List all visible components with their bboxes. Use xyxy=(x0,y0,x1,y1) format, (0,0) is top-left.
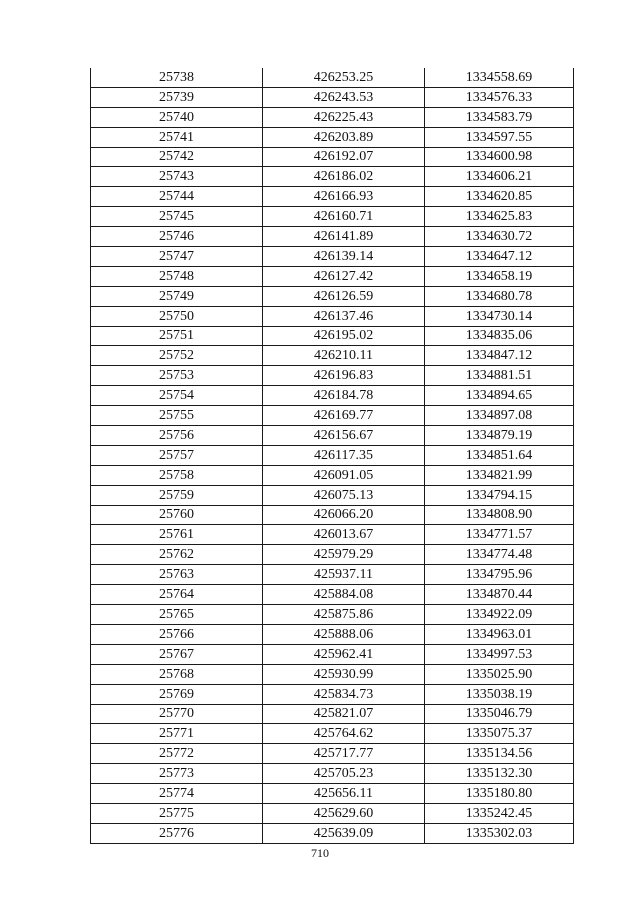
y-coordinate-cell: 1335242.45 xyxy=(425,803,574,823)
x-coordinate-cell: 426137.46 xyxy=(263,306,425,326)
point-number-cell: 25767 xyxy=(91,644,263,664)
x-coordinate-cell: 426160.71 xyxy=(263,207,425,227)
x-coordinate-cell: 425979.29 xyxy=(263,545,425,565)
coordinate-table-body xyxy=(91,68,574,843)
table-row xyxy=(91,406,574,426)
y-coordinate-cell: 1334597.55 xyxy=(425,127,574,147)
x-coordinate-cell: 426186.02 xyxy=(263,167,425,187)
y-coordinate-cell: 1334558.69 xyxy=(425,68,574,87)
table-row xyxy=(91,664,574,684)
point-number-cell: 25740 xyxy=(91,107,263,127)
coordinate-table xyxy=(90,68,574,844)
point-number-cell: 25756 xyxy=(91,426,263,446)
x-coordinate-cell: 426066.20 xyxy=(263,505,425,525)
x-coordinate-cell: 425888.06 xyxy=(263,624,425,644)
x-coordinate-cell: 426192.07 xyxy=(263,147,425,167)
table-row xyxy=(91,823,574,843)
point-number-cell: 25770 xyxy=(91,704,263,724)
point-number-cell: 25750 xyxy=(91,306,263,326)
table-row xyxy=(91,644,574,664)
x-coordinate-cell: 426139.14 xyxy=(263,247,425,267)
x-coordinate-cell: 426141.89 xyxy=(263,227,425,247)
table-row xyxy=(91,585,574,605)
x-coordinate-cell: 426075.13 xyxy=(263,485,425,505)
point-number-cell: 25743 xyxy=(91,167,263,187)
point-number-cell: 25758 xyxy=(91,465,263,485)
x-coordinate-cell: 425639.09 xyxy=(263,823,425,843)
point-number-cell: 25755 xyxy=(91,406,263,426)
x-coordinate-cell: 426091.05 xyxy=(263,465,425,485)
x-coordinate-cell: 425937.11 xyxy=(263,565,425,585)
x-coordinate-cell: 426195.02 xyxy=(263,326,425,346)
table-row xyxy=(91,107,574,127)
point-number-cell: 25747 xyxy=(91,247,263,267)
y-coordinate-cell: 1335134.56 xyxy=(425,744,574,764)
x-coordinate-cell: 426127.42 xyxy=(263,266,425,286)
x-coordinate-cell: 425717.77 xyxy=(263,744,425,764)
point-number-cell: 25745 xyxy=(91,207,263,227)
table-row xyxy=(91,545,574,565)
x-coordinate-cell: 426196.83 xyxy=(263,366,425,386)
point-number-cell: 25753 xyxy=(91,366,263,386)
point-number-cell: 25774 xyxy=(91,784,263,804)
table-row xyxy=(91,784,574,804)
x-coordinate-cell: 426184.78 xyxy=(263,386,425,406)
table-row xyxy=(91,68,574,87)
table-row xyxy=(91,525,574,545)
x-coordinate-cell: 426117.35 xyxy=(263,445,425,465)
point-number-cell: 25742 xyxy=(91,147,263,167)
x-coordinate-cell: 425705.23 xyxy=(263,764,425,784)
x-coordinate-cell: 426013.67 xyxy=(263,525,425,545)
y-coordinate-cell: 1334658.19 xyxy=(425,266,574,286)
x-coordinate-cell: 425930.99 xyxy=(263,664,425,684)
y-coordinate-cell: 1334847.12 xyxy=(425,346,574,366)
point-number-cell: 25751 xyxy=(91,326,263,346)
x-coordinate-cell: 426166.93 xyxy=(263,187,425,207)
point-number-cell: 25762 xyxy=(91,545,263,565)
point-number-cell: 25776 xyxy=(91,823,263,843)
page-number: 710 xyxy=(311,846,329,860)
y-coordinate-cell: 1334576.33 xyxy=(425,87,574,107)
point-number-cell: 25749 xyxy=(91,286,263,306)
y-coordinate-cell: 1334620.85 xyxy=(425,187,574,207)
table-row xyxy=(91,87,574,107)
point-number-cell: 25741 xyxy=(91,127,263,147)
table-row xyxy=(91,187,574,207)
point-number-cell: 25765 xyxy=(91,605,263,625)
table-row xyxy=(91,207,574,227)
y-coordinate-cell: 1334851.64 xyxy=(425,445,574,465)
y-coordinate-cell: 1334583.79 xyxy=(425,107,574,127)
y-coordinate-cell: 1334894.65 xyxy=(425,386,574,406)
x-coordinate-cell: 426126.59 xyxy=(263,286,425,306)
y-coordinate-cell: 1334680.78 xyxy=(425,286,574,306)
y-coordinate-cell: 1335038.19 xyxy=(425,684,574,704)
table-row xyxy=(91,803,574,823)
table-row xyxy=(91,366,574,386)
y-coordinate-cell: 1334997.53 xyxy=(425,644,574,664)
x-coordinate-cell: 425875.86 xyxy=(263,605,425,625)
table-row xyxy=(91,346,574,366)
y-coordinate-cell: 1334922.09 xyxy=(425,605,574,625)
x-coordinate-cell: 425821.07 xyxy=(263,704,425,724)
table-row xyxy=(91,247,574,267)
y-coordinate-cell: 1334870.44 xyxy=(425,585,574,605)
y-coordinate-cell: 1334795.96 xyxy=(425,565,574,585)
table-row xyxy=(91,326,574,346)
point-number-cell: 25752 xyxy=(91,346,263,366)
y-coordinate-cell: 1334821.99 xyxy=(425,465,574,485)
x-coordinate-cell: 426243.53 xyxy=(263,87,425,107)
y-coordinate-cell: 1334625.83 xyxy=(425,207,574,227)
table-row xyxy=(91,127,574,147)
point-number-cell: 25761 xyxy=(91,525,263,545)
y-coordinate-cell: 1335180.80 xyxy=(425,784,574,804)
point-number-cell: 25746 xyxy=(91,227,263,247)
y-coordinate-cell: 1335025.90 xyxy=(425,664,574,684)
y-coordinate-cell: 1334774.48 xyxy=(425,545,574,565)
y-coordinate-cell: 1335046.79 xyxy=(425,704,574,724)
table-row xyxy=(91,147,574,167)
x-coordinate-cell: 426169.77 xyxy=(263,406,425,426)
table-row xyxy=(91,445,574,465)
table-row xyxy=(91,386,574,406)
y-coordinate-cell: 1334647.12 xyxy=(425,247,574,267)
y-coordinate-cell: 1335132.30 xyxy=(425,764,574,784)
point-number-cell: 25775 xyxy=(91,803,263,823)
y-coordinate-cell: 1334600.98 xyxy=(425,147,574,167)
table-row xyxy=(91,724,574,744)
table-row xyxy=(91,764,574,784)
point-number-cell: 25768 xyxy=(91,664,263,684)
y-coordinate-cell: 1334881.51 xyxy=(425,366,574,386)
point-number-cell: 25744 xyxy=(91,187,263,207)
table-row xyxy=(91,167,574,187)
x-coordinate-cell: 425962.41 xyxy=(263,644,425,664)
y-coordinate-cell: 1335302.03 xyxy=(425,823,574,843)
y-coordinate-cell: 1334771.57 xyxy=(425,525,574,545)
table-row xyxy=(91,605,574,625)
x-coordinate-cell: 425629.60 xyxy=(263,803,425,823)
point-number-cell: 25754 xyxy=(91,386,263,406)
x-coordinate-cell: 425884.08 xyxy=(263,585,425,605)
table-row xyxy=(91,624,574,644)
x-coordinate-cell: 426225.43 xyxy=(263,107,425,127)
point-number-cell: 25772 xyxy=(91,744,263,764)
x-coordinate-cell: 425656.11 xyxy=(263,784,425,804)
x-coordinate-cell: 426210.11 xyxy=(263,346,425,366)
table-row xyxy=(91,684,574,704)
point-number-cell: 25757 xyxy=(91,445,263,465)
x-coordinate-cell: 426253.25 xyxy=(263,68,425,87)
point-number-cell: 25769 xyxy=(91,684,263,704)
y-coordinate-cell: 1334808.90 xyxy=(425,505,574,525)
table-row xyxy=(91,266,574,286)
point-number-cell: 25763 xyxy=(91,565,263,585)
table-row xyxy=(91,465,574,485)
table-row xyxy=(91,744,574,764)
table-row xyxy=(91,565,574,585)
table-row xyxy=(91,227,574,247)
x-coordinate-cell: 425764.62 xyxy=(263,724,425,744)
table-row xyxy=(91,485,574,505)
table-row xyxy=(91,505,574,525)
point-number-cell: 25766 xyxy=(91,624,263,644)
y-coordinate-cell: 1334794.15 xyxy=(425,485,574,505)
y-coordinate-cell: 1334835.06 xyxy=(425,326,574,346)
y-coordinate-cell: 1334730.14 xyxy=(425,306,574,326)
y-coordinate-cell: 1334630.72 xyxy=(425,227,574,247)
x-coordinate-cell: 425834.73 xyxy=(263,684,425,704)
point-number-cell: 25739 xyxy=(91,87,263,107)
y-coordinate-cell: 1334606.21 xyxy=(425,167,574,187)
point-number-cell: 25759 xyxy=(91,485,263,505)
point-number-cell: 25771 xyxy=(91,724,263,744)
table-row xyxy=(91,704,574,724)
point-number-cell: 25738 xyxy=(91,68,263,87)
x-coordinate-cell: 426156.67 xyxy=(263,426,425,446)
point-number-cell: 25748 xyxy=(91,266,263,286)
point-number-cell: 25764 xyxy=(91,585,263,605)
y-coordinate-cell: 1335075.37 xyxy=(425,724,574,744)
table-row xyxy=(91,306,574,326)
table-row xyxy=(91,426,574,446)
x-coordinate-cell: 426203.89 xyxy=(263,127,425,147)
y-coordinate-cell: 1334879.19 xyxy=(425,426,574,446)
point-number-cell: 25760 xyxy=(91,505,263,525)
y-coordinate-cell: 1334897.08 xyxy=(425,406,574,426)
y-coordinate-cell: 1334963.01 xyxy=(425,624,574,644)
table-row xyxy=(91,286,574,306)
point-number-cell: 25773 xyxy=(91,764,263,784)
